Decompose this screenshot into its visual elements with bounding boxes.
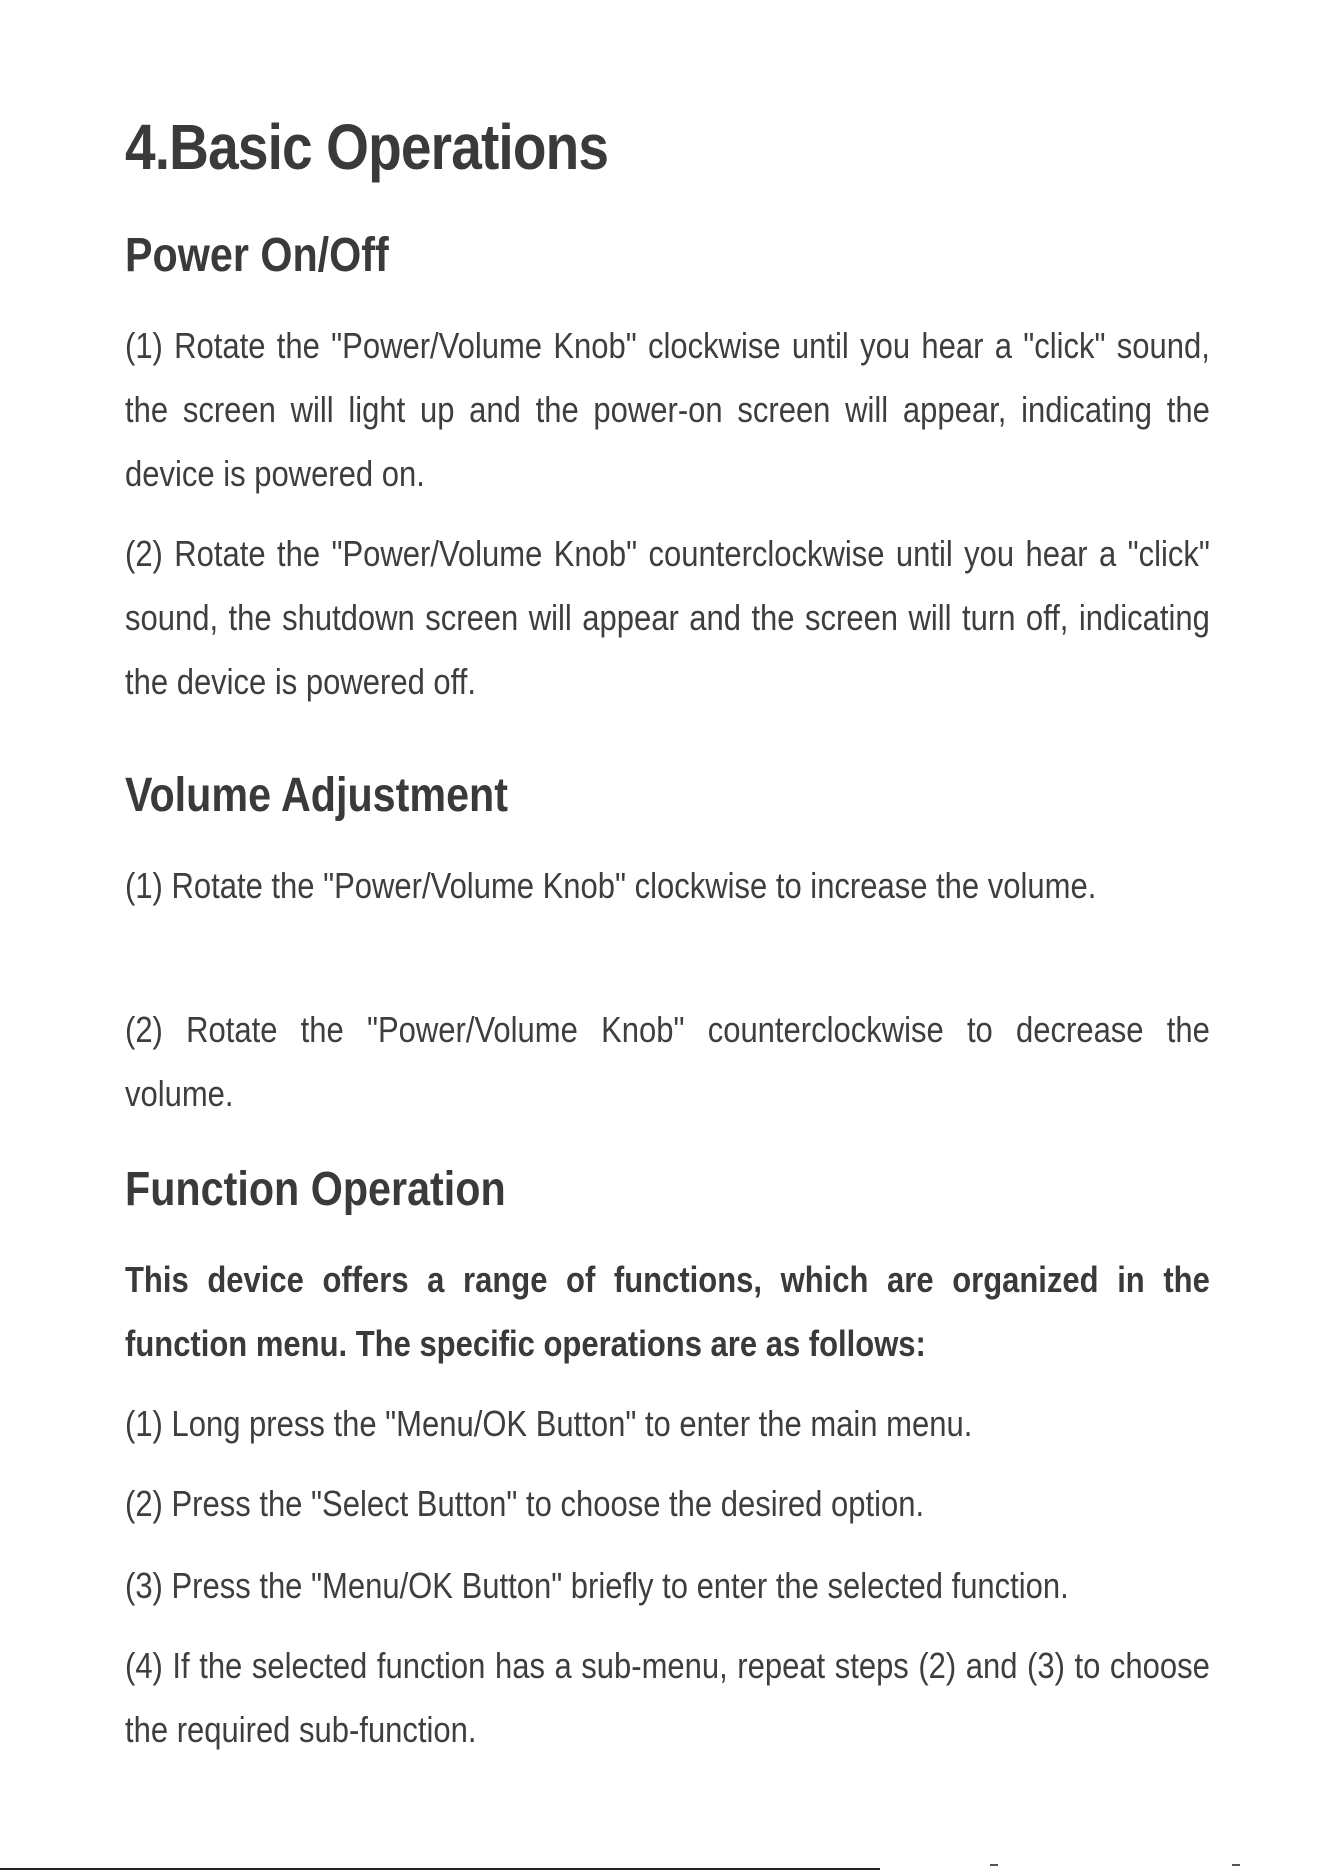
paragraph-volume-up: [125, 854, 1210, 918]
paragraph-text: (1) Rotate the "Power/Volume Knob" clockwise to increase the volume.: [125, 865, 1097, 906]
paragraph-text: (3) Press the "Menu/OK Button" briefly to enter the selected function.: [125, 1565, 1069, 1606]
section-heading-function: Function Operation: [125, 1163, 506, 1216]
paragraph-function-intro: [125, 1248, 1210, 1376]
section-heading-volume: Volume Adjustment: [125, 769, 509, 822]
paragraph-step-4: [125, 1634, 1210, 1762]
paragraph-volume-down: [125, 998, 1210, 1126]
page-title: 4.Basic Operations: [125, 111, 609, 183]
paragraph-text: (1) Rotate the "Power/Volume Knob" clockwise until you hear a "click" sound, the screen will light up and the power-on screen will appear, indicating the device is powered on.: [125, 325, 1210, 494]
crop-mark: [990, 1864, 998, 1866]
paragraph-step-1: [125, 1392, 1210, 1456]
paragraph-text: (1) Long press the "Menu/OK Button" to enter the main menu.: [125, 1403, 973, 1444]
paragraph-text: (2) Press the "Select Button" to choose the desired option.: [125, 1483, 925, 1524]
paragraph-text: (2) Rotate the "Power/Volume Knob" counterclockwise to decrease the volume.: [125, 1009, 1210, 1114]
section-heading-power: Power On/Off: [125, 229, 389, 282]
paragraph-step-2: [125, 1472, 1210, 1536]
paragraph-power-off: [125, 522, 1210, 714]
paragraph-text: (4) If the selected function has a sub-menu, repeat steps (2) and (3) to choose the required sub-function.: [125, 1645, 1210, 1750]
bottom-rule: [0, 1868, 880, 1870]
paragraph-step-3: [125, 1554, 1210, 1618]
crop-mark: [1232, 1864, 1240, 1866]
paragraph-power-on: [125, 314, 1210, 506]
paragraph-text: (2) Rotate the "Power/Volume Knob" counterclockwise until you hear a "click" sound, the shutdown screen will appear and the screen will turn off, indicating the device is powered off.: [125, 533, 1210, 702]
paragraph-text: This device offers a range of functions, which are organized in the function menu. The specific operations are as follows:: [125, 1259, 1210, 1364]
